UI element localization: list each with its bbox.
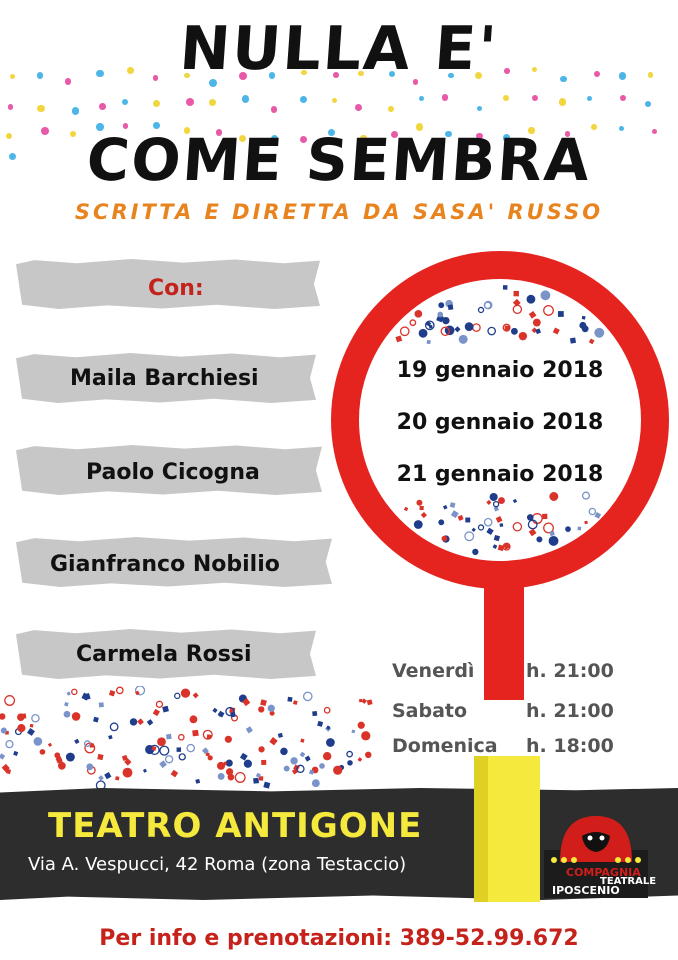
cast-member-3: Gianfranco Nobilio [50,552,280,577]
schedule-time: h. 18:00 [526,735,614,757]
cast-member-2: Paolo Cicogna [86,460,260,485]
title-line-2: COME SEMBRA [84,126,594,194]
info-line: Per info e prenotazioni: 389-52.99.672 [99,926,579,951]
schedule-day: Domenica [392,735,498,757]
title-line-1: NULLA E' [177,14,501,84]
schedule-time: h. 21:00 [526,660,614,682]
schedule-day: Venerdì [392,660,475,682]
cast-member-1: Maila Barchiesi [70,366,259,391]
date-line-1: 19 gennaio 2018 [396,358,604,383]
date-line-3: 21 gennaio 2018 [396,462,604,487]
cast-heading: Con: [148,276,204,301]
venue-name: TEATRO ANTIGONE [48,806,423,846]
subtitle: SCRITTA E DIRETTA DA SASA' RUSSO [74,200,604,224]
cast-member-4: Carmela Rossi [76,642,252,667]
logo-text-1: COMPAGNIA [566,866,641,879]
company-logo [544,810,657,898]
venue-address: Via A. Vespucci, 42 Roma (zona Testaccio) [28,854,407,875]
schedule-time: h. 21:00 [526,700,614,722]
schedule-day: Sabato [392,700,468,722]
date-line-2: 20 gennaio 2018 [396,410,604,435]
logo-text-3: IPOSCENIO [552,884,620,897]
logo-text-2: TEATRALE [600,876,657,887]
